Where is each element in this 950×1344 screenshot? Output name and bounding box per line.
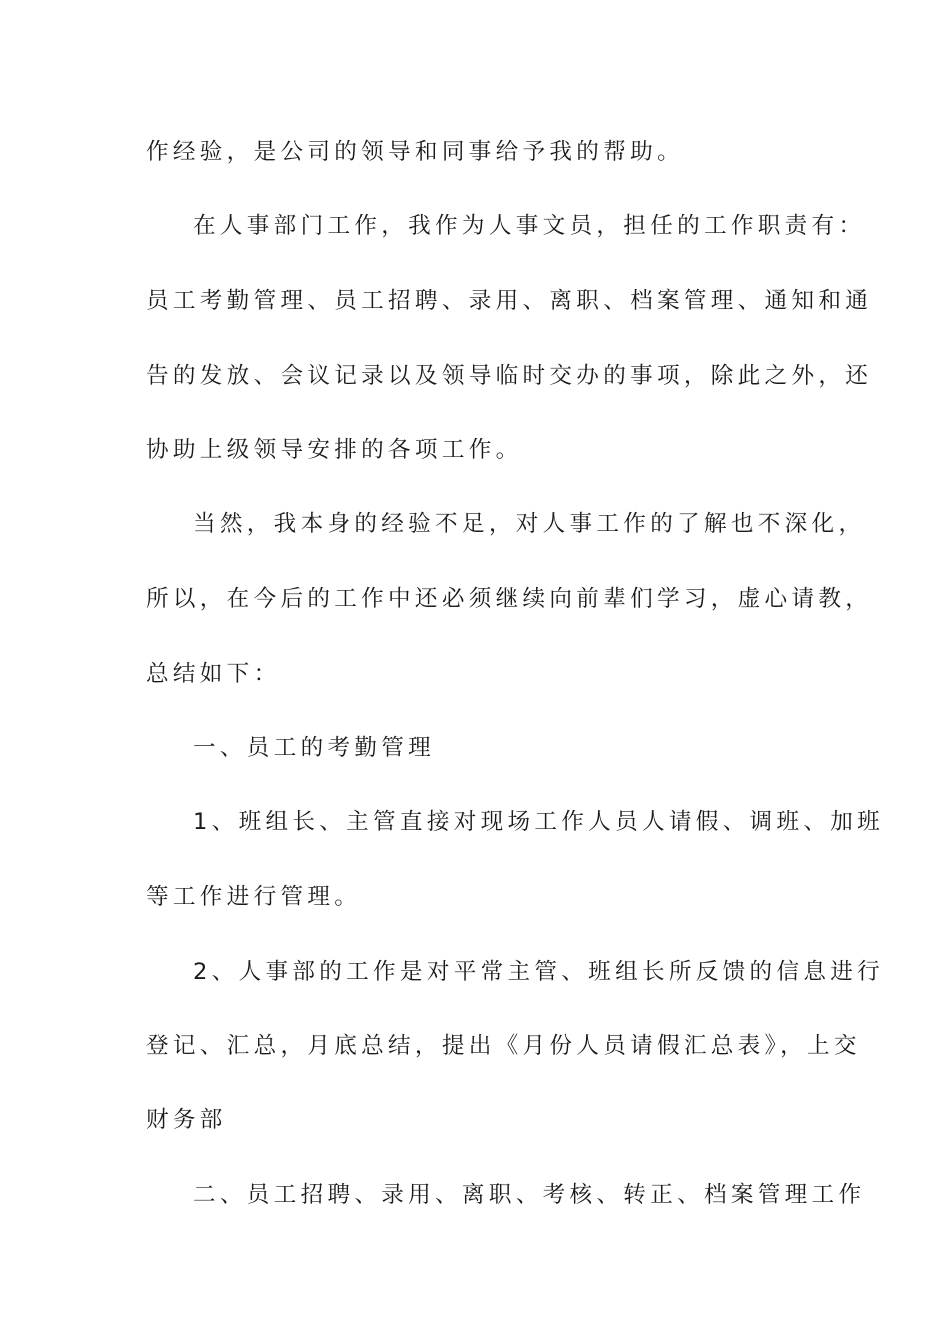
text-line: 作经验，是公司的领导和同事给予我的帮助。 — [146, 139, 684, 165]
text-line: 所以，在今后的工作中还必须继续向前辈们学习，虚心请教， — [146, 586, 873, 612]
text-line: 财务部 — [146, 1107, 227, 1133]
text-line: 登记、汇总，月底总结，提出《月份人员请假汇总表》，上交 — [146, 1033, 861, 1059]
section-heading: 二、员工招聘、录用、离职、考核、转正、档案管理工作 — [193, 1182, 866, 1208]
paragraph-start: 当然，我本身的经验不足，对人事工作的了解也不深化， — [193, 511, 866, 537]
list-item: 2、人事部的工作是对平常主管、班组长所反馈的信息进行 — [193, 959, 885, 985]
text-line: 协助上级领导安排的各项工作。 — [146, 437, 523, 463]
text-line: 告的发放、会议记录以及领导临时交办的事项，除此之外，还 — [146, 363, 873, 389]
paragraph-start: 在人事部门工作，我作为人事文员，担任的工作职责有： — [193, 213, 866, 239]
text-line: 等工作进行管理。 — [146, 884, 362, 910]
text-line: 员工考勤管理、员工招聘、录用、离职、档案管理、通知和通 — [146, 288, 873, 314]
section-heading: 一、员工的考勤管理 — [193, 735, 436, 761]
list-item: 1、班组长、主管直接对现场工作人员人请假、调班、加班 — [193, 809, 885, 835]
text-line: 总结如下： — [146, 661, 281, 687]
